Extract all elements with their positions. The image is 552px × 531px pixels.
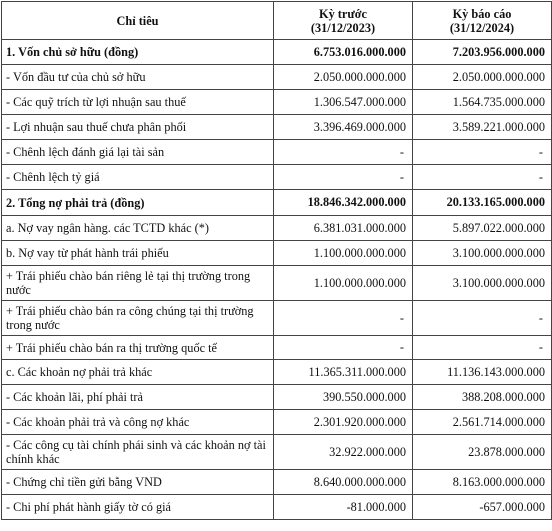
report-period-value: 20.133.165.000.000 — [413, 190, 552, 216]
table-row — [2, 336, 552, 360]
row-label: - Các khoản lãi, phí phải trả — [2, 385, 274, 410]
header-report-period-date: (31/12/2024) — [449, 20, 515, 35]
row-label: - Lợi nhuận sau thuế chưa phân phối — [2, 115, 274, 140]
header-indicator: Chỉ tiêu — [2, 2, 274, 40]
row-label: - Vốn đầu tư của chủ sở hữu — [2, 65, 274, 90]
prev-period-value: - — [274, 165, 413, 190]
table-row — [2, 216, 552, 241]
table-row — [2, 385, 552, 410]
prev-period-value: - — [274, 301, 413, 336]
prev-period-value: 6.753.016.000.000 — [274, 40, 413, 65]
prev-period-value: 8.640.000.000.000 — [274, 470, 413, 495]
report-period-value: 8.163.000.000.000 — [413, 470, 552, 495]
table-row — [2, 90, 552, 115]
row-label: 2. Tổng nợ phải trả (đồng) — [2, 190, 274, 216]
header-prev-period-date: (31/12/2023) — [310, 20, 376, 35]
table-row — [2, 410, 552, 435]
table-row — [2, 301, 552, 336]
report-period-value: -657.000.000 — [413, 495, 552, 520]
table-row — [2, 495, 552, 520]
report-period-value: - — [413, 301, 552, 336]
table-row — [2, 470, 552, 495]
row-label: - Các quỹ trích từ lợi nhuận sau thuế — [2, 90, 274, 115]
report-period-value: 3.589.221.000.000 — [413, 115, 552, 140]
prev-period-value: 32.922.000.000 — [274, 435, 413, 470]
table-row — [2, 40, 552, 65]
table-row — [2, 360, 552, 385]
header-prev-period — [274, 2, 413, 40]
prev-period-value: 390.550.000.000 — [274, 385, 413, 410]
prev-period-value: -81.000.000 — [274, 495, 413, 520]
prev-period-value: 1.100.000.000.000 — [274, 241, 413, 266]
row-label: 1. Vốn chủ sở hữu (đồng) — [2, 40, 274, 65]
report-period-value: 1.564.735.000.000 — [413, 90, 552, 115]
report-period-value: 7.203.956.000.000 — [413, 40, 552, 65]
row-label: - Chênh lệch tỷ giá — [2, 165, 274, 190]
prev-period-value: 6.381.031.000.000 — [274, 216, 413, 241]
prev-period-value: 2.301.920.000.000 — [274, 410, 413, 435]
header-report-period-label: Kỳ báo cáo — [452, 6, 512, 21]
prev-period-value: 1.306.547.000.000 — [274, 90, 413, 115]
prev-period-value: - — [274, 336, 413, 360]
row-label: - Chi phí phát hành giấy tờ có giá — [2, 495, 274, 520]
prev-period-value: 1.100.000.000.000 — [274, 266, 413, 301]
table-row — [2, 140, 552, 165]
report-period-value: - — [413, 336, 552, 360]
report-period-value: 3.100.000.000.000 — [413, 241, 552, 266]
prev-period-value: 2.050.000.000.000 — [274, 65, 413, 90]
prev-period-value: 3.396.469.000.000 — [274, 115, 413, 140]
header-report-period — [413, 2, 552, 40]
report-period-value: 388.208.000.000 — [413, 385, 552, 410]
header-prev-period-label: Kỳ trước — [319, 6, 367, 21]
report-period-value: - — [413, 140, 552, 165]
prev-period-value: 11.365.311.000.000 — [274, 360, 413, 385]
table-row — [2, 241, 552, 266]
report-period-value: 5.897.022.000.000 — [413, 216, 552, 241]
table-row — [2, 435, 552, 470]
prev-period-value: - — [274, 140, 413, 165]
row-label: + Trái phiếu chào bán ra công chúng tại thị trường trong nước — [2, 301, 274, 336]
table-body — [2, 40, 552, 520]
table-row — [2, 266, 552, 301]
row-label: + Trái phiếu chào bán ra thị trường quốc tế — [2, 336, 274, 360]
table-row — [2, 115, 552, 140]
row-label: a. Nợ vay ngân hàng. các TCTD khác (*) — [2, 216, 274, 241]
table-row — [2, 65, 552, 90]
prev-period-value: 18.846.342.000.000 — [274, 190, 413, 216]
table-row — [2, 165, 552, 190]
report-period-value: 2.050.000.000.000 — [413, 65, 552, 90]
report-period-value: - — [413, 165, 552, 190]
table-row — [2, 190, 552, 216]
report-period-value: 3.100.000.000.000 — [413, 266, 552, 301]
row-label: - Chênh lệch đánh giá lại tài sản — [2, 140, 274, 165]
row-label: - Các khoản phải trả và công nợ khác — [2, 410, 274, 435]
report-period-value: 2.561.714.000.000 — [413, 410, 552, 435]
row-label: - Các công cụ tài chính phái sinh và các khoản nợ tài chính khác — [2, 435, 274, 470]
row-label: c. Các khoản nợ phải trả khác — [2, 360, 274, 385]
row-label: + Trái phiếu chào bán riêng lẻ tại thị trường trong nước — [2, 266, 274, 301]
row-label: b. Nợ vay từ phát hành trái phiếu — [2, 241, 274, 266]
report-period-value: 23.878.000.000 — [413, 435, 552, 470]
financial-table — [1, 1, 552, 520]
report-period-value: 11.136.143.000.000 — [413, 360, 552, 385]
row-label: - Chứng chỉ tiền gửi bằng VND — [2, 470, 274, 495]
header-row — [2, 2, 552, 40]
